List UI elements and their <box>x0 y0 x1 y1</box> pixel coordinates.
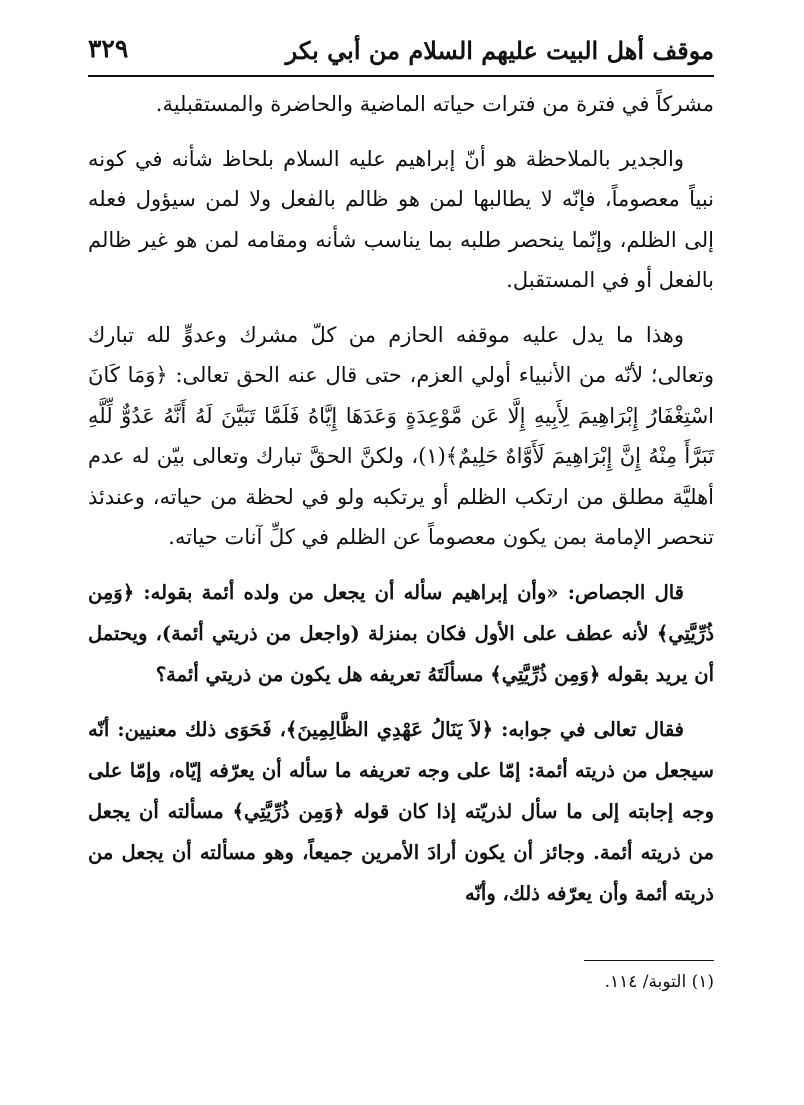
running-header <box>88 28 714 72</box>
quote-paragraph-1: قال الجصاص: «وأن إبراهيم سأله أن يجعل من ولده أئمة بقوله: ﴿وَمِن ذُرِّيَّتِي﴾ لأنه عطف على الأول فكان بمنزلة (واجعل من ذريتي أئمة)، ويحتمل أن يريد بقوله ﴿وَمِن ذُرِّيَّتِي﴾ مسألَتَهُ تعريفه هل يكون من ذريتي أئمة؟ <box>88 580 714 686</box>
chapter-title: موقف أهل البيت عليهم السلام من أبي بكر <box>285 36 714 65</box>
footnote-divider <box>584 960 714 961</box>
quote-paragraph-2: فقال تعالى في جوابه: ﴿لاَ يَنَالُ عَهْدِي الظَّالِمِينَ﴾، فَحَوَى ذلك معنيين: أنّه سيجعل من ذريته أئمة: إمّا على وجه تعريفه ما سأله أن يعرّفه إيّاه، وإمّا على وجه إجابته إلى ما سأل لذريّته إذا كان قوله ﴿وَمِن ذُرِّيَّتِي﴾ مسألته أن يجعل من ذريته أئمة. وجائز أن يكون أرادَ الأمرين جميعاً، وهو مسألته أن يجعل من ذريته أئمة وأن يعرّفه ذلك، وأنّه <box>88 717 714 905</box>
page-number: ٣٢٩ <box>88 34 129 63</box>
footnote: (١) التوبة/ ١١٤. <box>604 972 714 992</box>
paragraph-3: وهذا ما يدل عليه موقفه الحازم من كلّ مشرك وعدوٍّ لله تبارك وتعالى؛ لأنّه من الأنبياء أولي العزم، حتى قال عنه الحق تعالى: ﴿وَمَا كَانَ اسْتِغْفَارُ إِبْرَاهِيمَ لِأَبِيهِ إِلَّا عَن مَّوْعِدَةٍ وَعَدَهَا إِيَّاهُ فَلَمَّا تَبَيَّنَ لَهُ أَنَّهُ عَدُوٌّ لِّلَّهِ تَبَرَّأَ مِنْهُ إِنَّ إِبْرَاهِيمَ لَأَوَّاهٌ حَلِيمٌ﴾(١)، ولكنَّ الحقَّ تبارك وتعالى بيّن له عدم أهليَّة مطلق من ارتكب الظلم أو يرتكبه ولو في لحظة من حياته، وعندئذ تنحصر الإمامة بمن يكون معصوماً عن الظلم في كلِّ آنات حياته. <box>88 322 714 549</box>
main-text <box>88 84 714 928</box>
header-divider <box>88 75 714 77</box>
paragraph-1: مشركاً في فترة من فترات حياته الماضية والحاضرة والمستقبلية. <box>155 92 714 116</box>
paragraph-2: والجدير بالملاحظة هو أنّ إبراهيم عليه السلام بلحاظ شأنه في كونه نبياً معصوماً، فإنّه لا يطالبها لمن هو ظالم بالفعل ولا لمن سيؤول فعله إلى الظلم، وإنّما ينحصر طلبه بما يناسب شأنه ومقامه لمن هو غير ظالم بالفعل أو في المستقبل. <box>88 146 714 292</box>
